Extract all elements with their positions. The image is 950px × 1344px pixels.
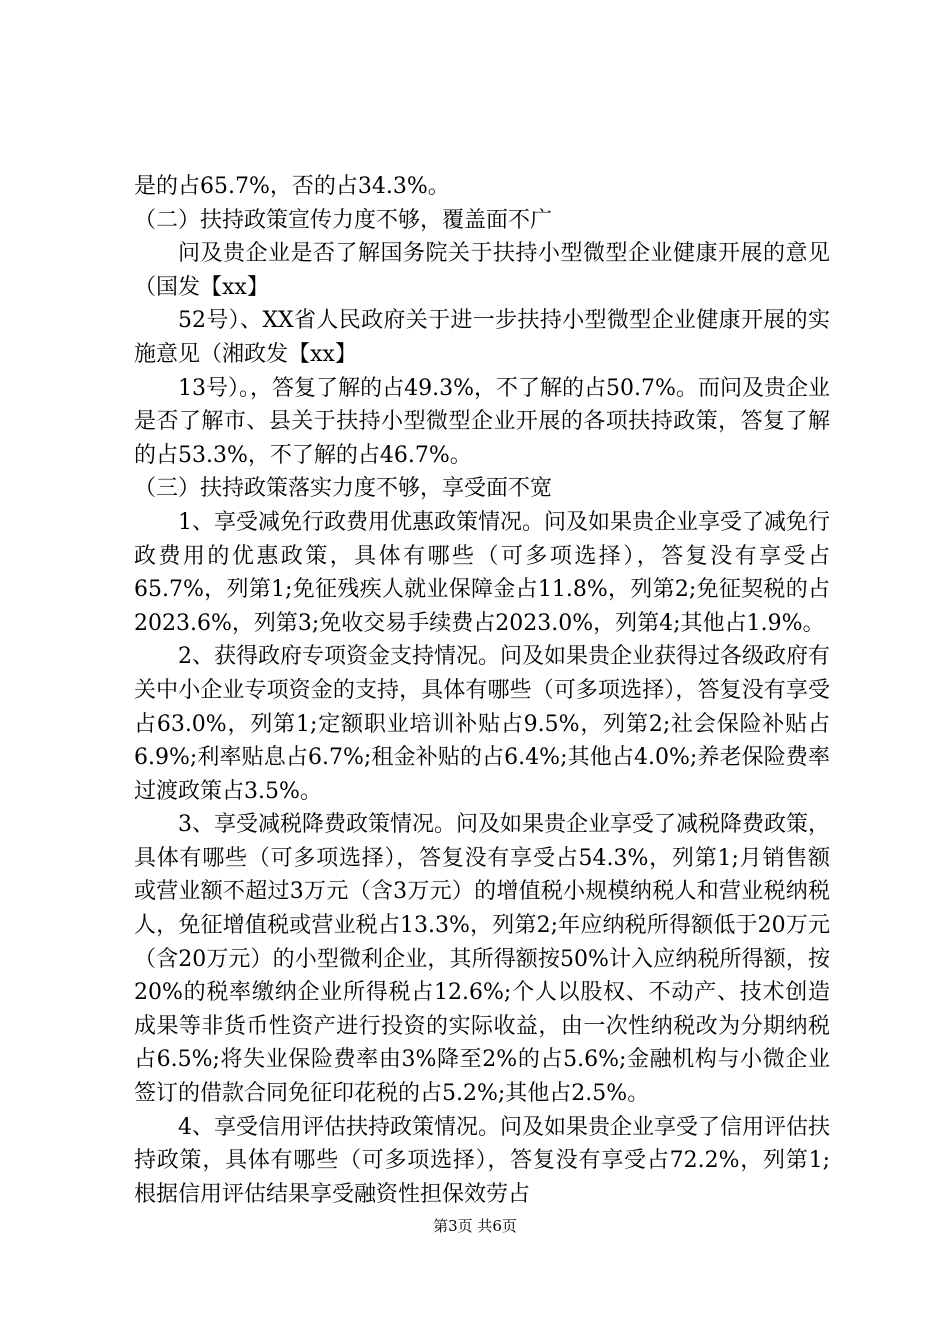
paragraph-item-3: 3、享受减税降费政策情况。问及如果贵企业享受了减税降费政策，具体有哪些（可多项选择），答复没有享受占54.3%，列第1;月销售额或营业额不超过3万元（含3万元）的增值税小规模纳税人和营业税纳税人，免征增值税或营业税占13.3%，列第2;年应纳税所得额低于20万元（含20万元）的小型微利企业，其所得额按50%计入应纳税所得额，按20%的税率缴纳企业所得税占12.6%;个人以股权、不动产、技术创造成果等非货币性资产进行投资的实际收益，由一次性纳税改为分期纳税占6.5%;将失业保险费率由3%降至2%的占5.6%;金融机构与小微企业签订的借款合同免征印花税的占5.2%;其他占2.5%。 [134,812,830,1107]
paragraph: 问及贵企业是否了解国务院关于扶持小型微型企业健康开展的意见（国发【xx】 [134,241,830,300]
paragraph-item-2: 2、获得政府专项资金支持情况。问及如果贵企业获得过各级政府有关中小企业专项资金的支持，具体有哪些（可多项选择），答复没有享受占63.0%，列第1;定额职业培训补贴占9.5%，列第2;社会保险补贴占6.9%;利率贴息占6.7%;租金补贴的占6.4%;其他占4.0%;养老保险费率过渡政策占3.5%。 [134,644,830,804]
document-body [134,170,830,1211]
page-number-footer: 第3页 共6页 [433,1217,517,1235]
paragraph-item-1: 1、享受减免行政费用优惠政策情况。问及如果贵企业享受了减免行政费用的优惠政策，具体有哪些（可多项选择），答复没有享受占65.7%，列第1;免征残疾人就业保障金占11.8%，列第2;免征契税的占2023.6%，列第3;免收交易手续费占2023.0%，列第4;其他占1.9%。 [134,509,830,636]
paragraph-item-4: 4、享受信用评估扶持政策情况。问及如果贵企业享受了信用评估扶持政策，具体有哪些（可多项选择），答复没有享受占72.2%，列第1;根据信用评估结果享受融资性担保效劳占 [134,1114,830,1207]
paragraph: 13号）。，答复了解的占49.3%，不了解的占50.7%。而问及贵企业是否了解市、县关于扶持小型微型企业开展的各项扶持政策，答复了解的占53.3%，不了解的占46.7%。 [134,375,830,468]
section-heading-2: （二）扶持政策宣传力度不够，覆盖面不广 [134,207,553,233]
paragraph: 52号）、XX省人民政府关于进一步扶持小型微型企业健康开展的实施意见（湘政发【xx】 [134,308,830,367]
paragraph-continuation: 是的占65.7%，否的占34.3%。 [134,174,450,199]
section-heading-3: （三）扶持政策落实力度不够，享受面不宽 [134,476,553,502]
